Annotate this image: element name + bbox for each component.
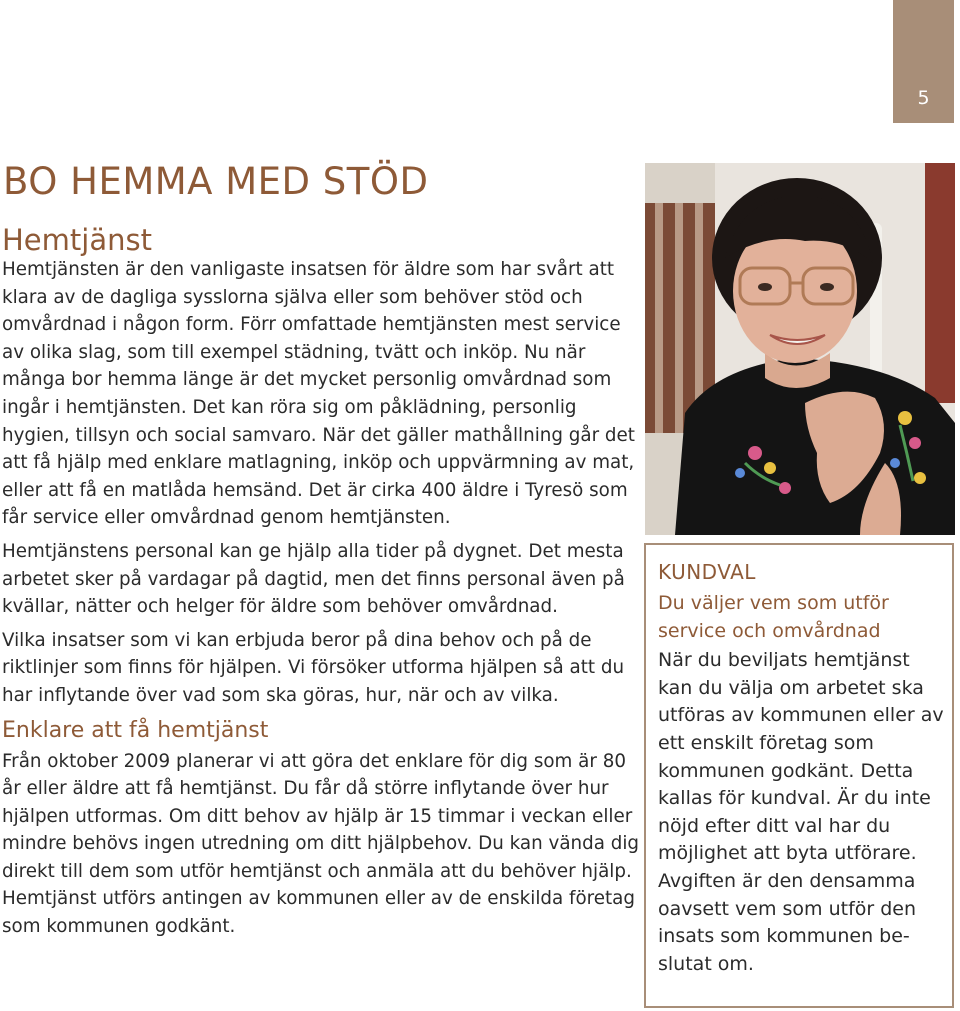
- kundval-sidebar: [644, 543, 954, 1008]
- portrait-photo: [645, 163, 955, 535]
- paragraph: Vilka insatser som vi kan erbjuda beror på dina behov och på de riktlinjer som finns för hjälpen. Vi försöker utforma hjälpen så att du har inflytande över vad som ska göras, hur, när och av vilka.: [2, 629, 625, 706]
- main-column: [2, 224, 642, 941]
- section-heading-enklare: Enklare att få hemtjänst: [2, 717, 269, 743]
- sidebar-body: När du beviljats hemtjänst kan du välja om arbetet ska utföras av kommunen eller av ett enskilt företag som kommunen godkänt. Detta kallas för kundval. Är du inte nöjd efter ditt val har du möjlighet att byta utförare. Avgiften är den densamma oavsett vem som utför den insats som kommunen beslutat om.: [658, 649, 944, 975]
- paragraph: Hemtjänstens personal kan ge hjälp alla tider på dygnet. Det mesta arbetet sker på vardagar på dagtid, men det finns personal även på kvällar, nätter och helger för äldre som behöver omvårdnad.: [2, 540, 625, 618]
- page-title: BO HEMMA MED STÖD: [3, 160, 429, 203]
- section-heading-hemtjanst: Hemtjänst: [2, 223, 152, 257]
- sidebar-subtitle: Du väljer vem som utför service och omvårdnad: [658, 592, 889, 642]
- paragraph: Hemtjänsten är den vanligaste insatsen för äldre som har svårt att klara av de dagliga sysslorna själva eller som behöver stöd och omvårdnad i någon form. Förr omfattade hemtjänsten mest service av olika slag, som till exempel städning, tvätt och inköp. Nu när många bor hemma länge är det mycket personlig omvårdnad som ingår i hemtjänsten. Det kan röra sig om påklädning, personlig hygien, tillsyn och social samvaro. När det gäller mathållning går det att få hjälp med enklare matlagning, inköp och uppvärmning av mat, eller att få en matlåda hemsänd. Det är cirka 400 äldre i Tyresö som får service eller omvårdnad genom hemtjänsten.: [2, 259, 635, 529]
- sidebar-title: KUNDVAL: [658, 560, 756, 584]
- paragraph: Från oktober 2009 planerar vi att göra det enklare för dig som är 80 år eller äldre att få hemtjänst. Du får då större inflytande över hur hjälpen utformas. Om ditt behov av hjälp är 15 timmar i veckan eller mindre behövs ingen utredning om ditt hjälpbehov. Du kan vända dig direkt till dem som utför hemtjänst och anmäla att du behöver hjälp. Hemtjänst utförs antingen av kommunen eller av de enskilda företag som kommunen godkänt.: [2, 750, 640, 938]
- page-number: 5: [917, 87, 930, 109]
- page-number-tab: [893, 0, 954, 123]
